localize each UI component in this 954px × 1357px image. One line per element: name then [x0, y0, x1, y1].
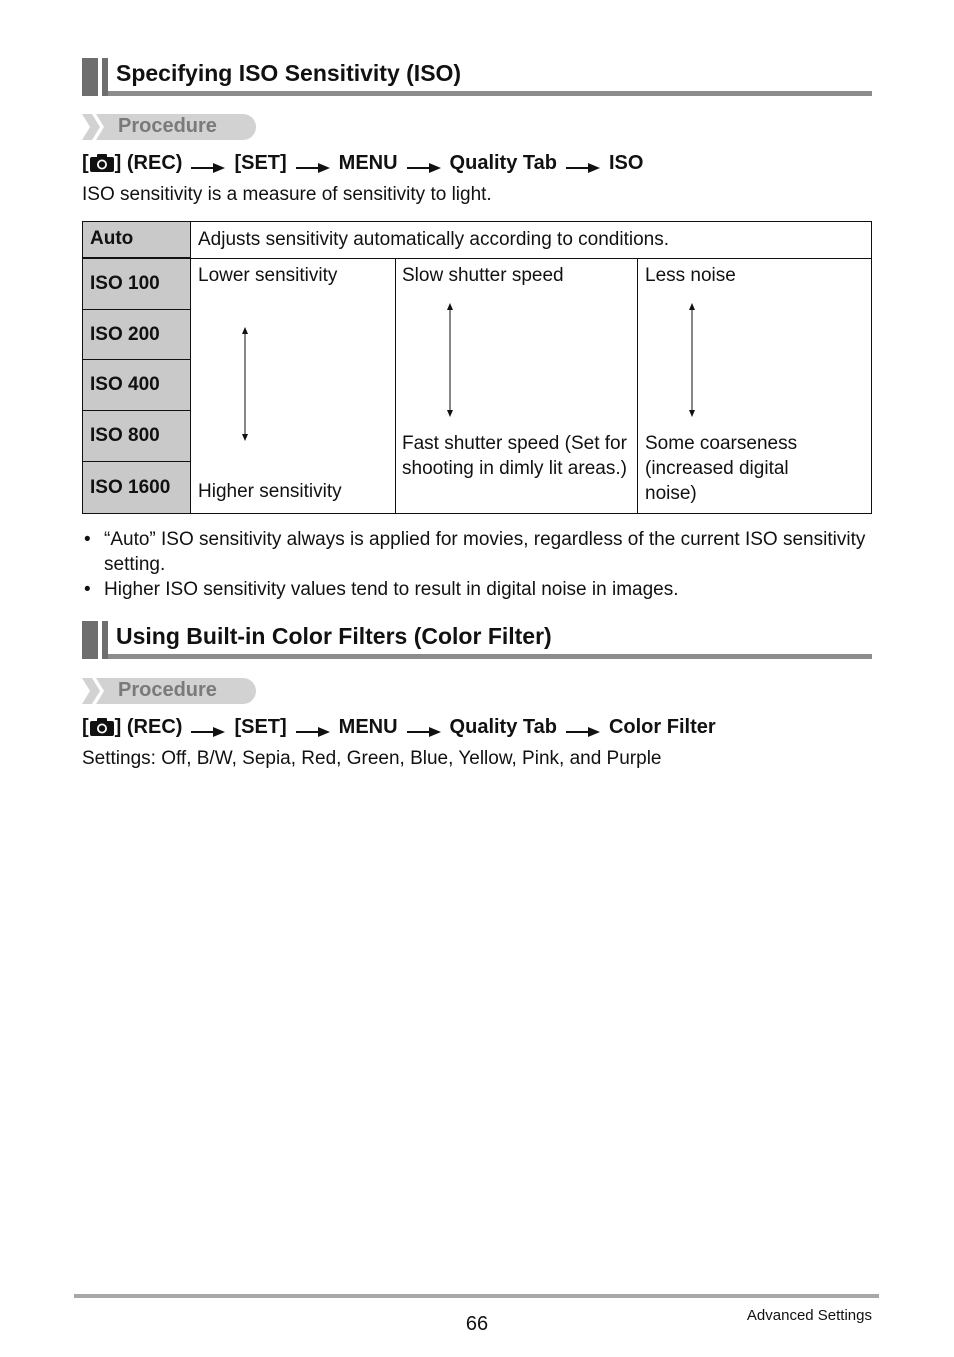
heading-bar-decoration	[82, 621, 98, 659]
section-heading-color-filter	[82, 621, 872, 659]
heading-underline	[108, 654, 872, 659]
color-filter-settings-text: Settings: Off, B/W, Sepia, Red, Green, Blue, Yellow, Pink, and Purple	[82, 748, 662, 769]
shutter-fast-label: Fast shutter speed (Set for shooting in dimly lit areas.)	[402, 433, 627, 479]
footer-section-label: Advanced Settings	[746, 1307, 872, 1324]
note-text: Higher ISO sensitivity values tend to result in digital noise in images.	[104, 579, 679, 600]
heading-bar-decoration	[82, 58, 98, 96]
shutter-slow-label: Slow shutter speed	[402, 265, 564, 286]
sensitivity-low-label: Lower sensitivity	[198, 265, 338, 286]
iso-label: ISO 1600	[90, 477, 171, 498]
iso-label: ISO 400	[90, 374, 160, 395]
right-arrow-icon	[407, 721, 441, 733]
row-header-auto	[82, 221, 190, 258]
noise-coarse-label: Some coarseness (increased digital noise)	[645, 433, 798, 504]
path-quality-tab: Quality Tab	[449, 715, 557, 738]
iso-intro-text: ISO sensitivity is a measure of sensitivity to light.	[82, 184, 492, 205]
note-item	[82, 527, 872, 577]
right-arrow-icon	[191, 721, 225, 733]
procedure-tag	[82, 114, 256, 140]
path-quality-tab: Quality Tab	[449, 151, 557, 174]
path-set: [SET]	[234, 151, 287, 174]
table-border	[871, 221, 872, 514]
procedure-label: Procedure	[118, 679, 217, 701]
noise-less-label: Less noise	[645, 265, 736, 286]
iso-table	[82, 221, 872, 514]
path-menu: MENU	[338, 151, 398, 174]
procedure-label: Procedure	[118, 115, 217, 137]
camera-icon	[89, 717, 115, 737]
auto-description: Adjusts sensitivity automatically according to conditions.	[198, 229, 670, 250]
right-arrow-icon	[566, 721, 600, 733]
section-heading-iso	[82, 58, 872, 96]
row-header-iso-400	[82, 360, 190, 411]
section-title: Specifying ISO Sensitivity (ISO)	[116, 60, 462, 86]
double-arrow-icon	[444, 303, 456, 417]
right-arrow-icon	[191, 157, 225, 169]
auto-label: Auto	[90, 228, 134, 249]
sensitivity-high-label: Higher sensitivity	[198, 481, 342, 502]
note-item	[82, 577, 872, 602]
path-bracket: [	[82, 151, 89, 174]
table-border	[82, 221, 872, 222]
page-number: 66	[465, 1313, 489, 1335]
row-header-iso-800	[82, 411, 190, 462]
right-arrow-icon	[296, 721, 330, 733]
section-title: Using Built-in Color Filters (Color Filter)	[116, 623, 552, 649]
note-text: “Auto” ISO sensitivity always is applied for movies, regardless of the current ISO sensitivity setting.	[104, 529, 866, 575]
camera-icon	[89, 153, 115, 173]
heading-underline	[108, 91, 872, 96]
right-arrow-icon	[407, 157, 441, 169]
path-bracket: [	[82, 715, 89, 738]
footer-rule	[74, 1294, 879, 1298]
iso-label: ISO 800	[90, 425, 160, 446]
table-border	[637, 258, 638, 514]
row-header-iso-200	[82, 310, 190, 360]
table-border	[395, 258, 396, 514]
iso-label: ISO 200	[90, 323, 160, 345]
path-iso: ISO	[608, 151, 644, 174]
menu-path	[82, 149, 643, 177]
path-color-filter: Color Filter	[608, 715, 716, 738]
path-rec: ] (REC)	[114, 715, 183, 738]
row-header-iso-1600	[82, 462, 190, 514]
table-border	[82, 258, 872, 259]
path-set: [SET]	[234, 715, 287, 738]
procedure-tag	[82, 678, 256, 704]
bullet-icon: •	[84, 579, 91, 600]
table-border	[82, 513, 872, 514]
notes-list	[82, 527, 872, 602]
menu-path	[82, 713, 716, 741]
double-arrow-icon	[686, 303, 698, 417]
right-arrow-icon	[566, 157, 600, 169]
iso-label: ISO 100	[90, 272, 160, 294]
row-header-iso-100	[82, 258, 190, 310]
bullet-icon: •	[84, 529, 91, 550]
double-arrow-icon	[239, 327, 251, 441]
path-rec: ] (REC)	[114, 151, 183, 174]
table-border	[82, 221, 83, 514]
path-menu: MENU	[338, 715, 398, 738]
table-border	[190, 221, 191, 514]
right-arrow-icon	[296, 157, 330, 169]
